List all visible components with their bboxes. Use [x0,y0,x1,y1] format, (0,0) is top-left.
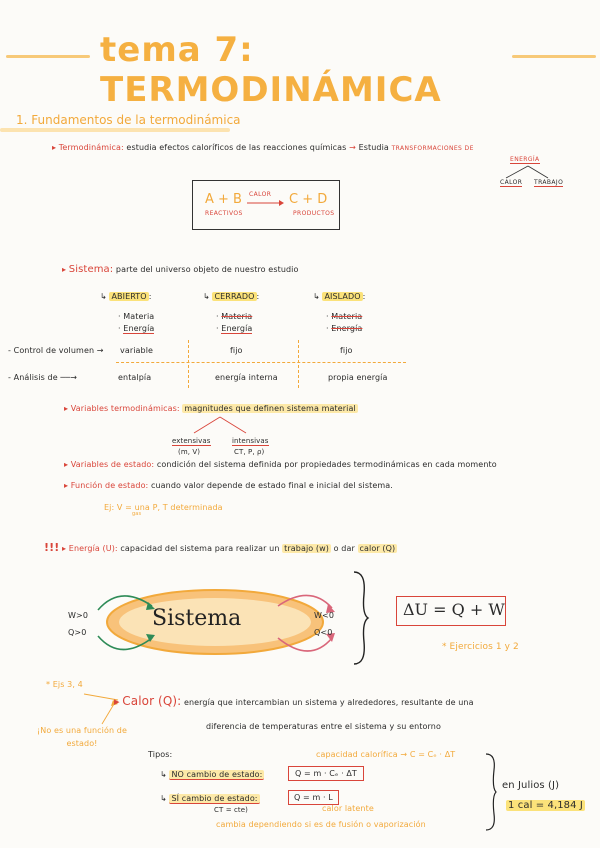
formula-no: Q = m · Cₑ · ΔT [295,769,357,778]
energy-formula: ΔU = Q + W [403,600,505,619]
brace-icon-2 [484,752,498,832]
variables-branch-arrows [180,415,260,435]
tipos-label: Tipos: [148,750,173,759]
cerrado-energia: · Energía [216,324,253,333]
title-rule-left [6,55,90,58]
energia-trabajo: trabajo (w) [284,544,330,553]
sistema-diagram-label: Sistema [152,606,242,631]
funcion-example-sub: gas [132,511,142,517]
calor-latente: calor latente [322,804,374,813]
section-heading: 1. Fundamentos de la termodinámica [16,113,241,127]
bullet-icon: ▸ [62,265,67,274]
cerrado-volumen: fijo [230,346,243,355]
sistema-text: parte del universo objeto de nuestro estudio [115,265,299,274]
grid-divider-h [116,362,406,363]
page-title: tema 7: TERMODINÁMICA [100,30,442,110]
aislado-analisis: propia energía [328,373,388,382]
formula-si: Q = m · L [294,793,333,802]
reaction-right-sub: PRODUCTOS [293,210,335,217]
w-left: W>0 [68,611,89,620]
tipo-si-sub: CT = cte) [214,806,249,814]
energia-o-dar: o dar [333,544,355,553]
termo-label: Termodinámica: [58,143,124,152]
grid-divider-v1 [188,340,189,388]
energia-calor: calor (Q) [359,544,396,553]
formula-si-box [288,790,339,805]
tipo-si: ↳ SÍ cambio de estado: [160,794,258,803]
capacidad-note: capacidad calorífica → C = Cₑ · ΔT [316,750,456,759]
intensivas: intensivas [232,437,269,445]
funcion-label: Función de estado: [70,481,149,490]
latente-note: cambia dependiendo si es de fusión o vaporización [216,820,426,829]
variables-text: magnitudes que definen sistema material [184,404,356,413]
termo-studies: Estudia [358,143,389,152]
funcion-text: cuando valor depende de estado final e inicial del sistema. [151,481,393,490]
bullet-icon: ▸ [64,481,69,490]
estado-label: Variables de estado: [70,460,155,469]
intensivas-sub: CT, P, ρ) [234,448,265,456]
reaction-arrow-label: CALOR [249,191,272,198]
funcion-line [64,481,393,490]
bullet-icon: ▸ [64,460,69,469]
abierto-materia: · Materia [118,312,155,321]
termo-transform: TRANSFORMACIONES DE [391,145,474,152]
variables-line [64,404,358,413]
calor-label: Calor (Q): [122,694,182,708]
title-rule-right [512,55,596,58]
brace-icon [350,570,370,666]
julios-note: en Julios (J) [502,780,560,791]
bullet-icon: ▸ [64,404,69,413]
reaction-box [192,180,340,230]
calor-ejs: * Ejs 3, 4 [46,680,83,689]
energia-marks: !!! [44,541,60,554]
type-cerrado: ↳ CERRADO : [203,292,260,301]
sistema-label: Sistema: [68,264,114,275]
w-right: W<0 [314,611,335,620]
termo-arrow: → [349,143,356,152]
tipo-no: ↳ NO cambio de estado: [160,770,263,779]
aislado-materia: · Materia [326,312,363,321]
ejercicios-note: * Ejercicios 1 y 2 [442,642,519,652]
termo-energia: ENERGÍA [510,156,540,163]
calor-text1: energía que intercambian un sistema y alrededores, resultante de una [183,698,474,707]
sistema-line [62,264,299,275]
bullet-icon: ▸ [52,143,57,152]
extensivas-sub: (m, V) [178,448,201,456]
abierto-energia: · Energía [118,324,155,333]
funcion-example: Ej: V = una P, T determinada gas [104,503,223,517]
cerrado-analisis: energía interna [215,373,278,382]
extensivas: extensivas [172,437,211,445]
reaction-arrow-icon [245,199,285,207]
abierto-volumen: variable [120,346,154,355]
termo-text: estudia efectos caloríficos de las reacciones químicas [126,143,347,152]
termo-calor: CALOR [500,179,523,186]
abierto-analisis: entalpía [118,373,152,382]
reaction-left-sub: REACTIVOS [205,210,243,217]
aislado-energia: · Energía [326,324,363,333]
cerrado-materia: · Materia [216,312,253,321]
termo-trabajo: TRABAJO [534,179,564,186]
energy-formula-box [396,596,506,626]
control-label: - Control de volumen → [8,346,104,355]
aislado-volumen: fijo [340,346,353,355]
reaction-right: C + D [289,192,328,207]
q-left: Q>0 [68,628,87,637]
calor-line1 [114,694,474,708]
section-underline [0,128,230,132]
energia-line [44,541,397,554]
energia-text: capacidad del sistema para realizar un [120,544,280,553]
calor-text2: diferencia de temperaturas entre el sistema y su entorno [206,722,441,731]
variables-label: Variables termodinámicas: [70,404,180,413]
estado-text: condición del sistema definida por propiedades termodinámicas en cada momento [156,460,497,469]
calor-note: ¡No es una función de estado! [36,726,128,748]
estado-line [64,460,497,469]
bullet-icon: ▸ [114,695,120,708]
termo-line [52,143,474,152]
cal-equivalence: 1 cal = 4,184 J [508,800,583,811]
bullet-icon: ▸ [62,544,67,553]
type-aislado: ↳ AISLADO : [313,292,366,301]
energia-label: Energía (U): [68,544,118,553]
formula-no-box [288,766,364,781]
type-abierto: ↳ ABIERTO : [100,292,152,301]
analisis-label: - Análisis de ──→ [8,373,78,382]
reaction-left: A + B [205,192,242,207]
grid-divider-v2 [298,340,299,388]
q-right: Q<0 [314,628,333,637]
